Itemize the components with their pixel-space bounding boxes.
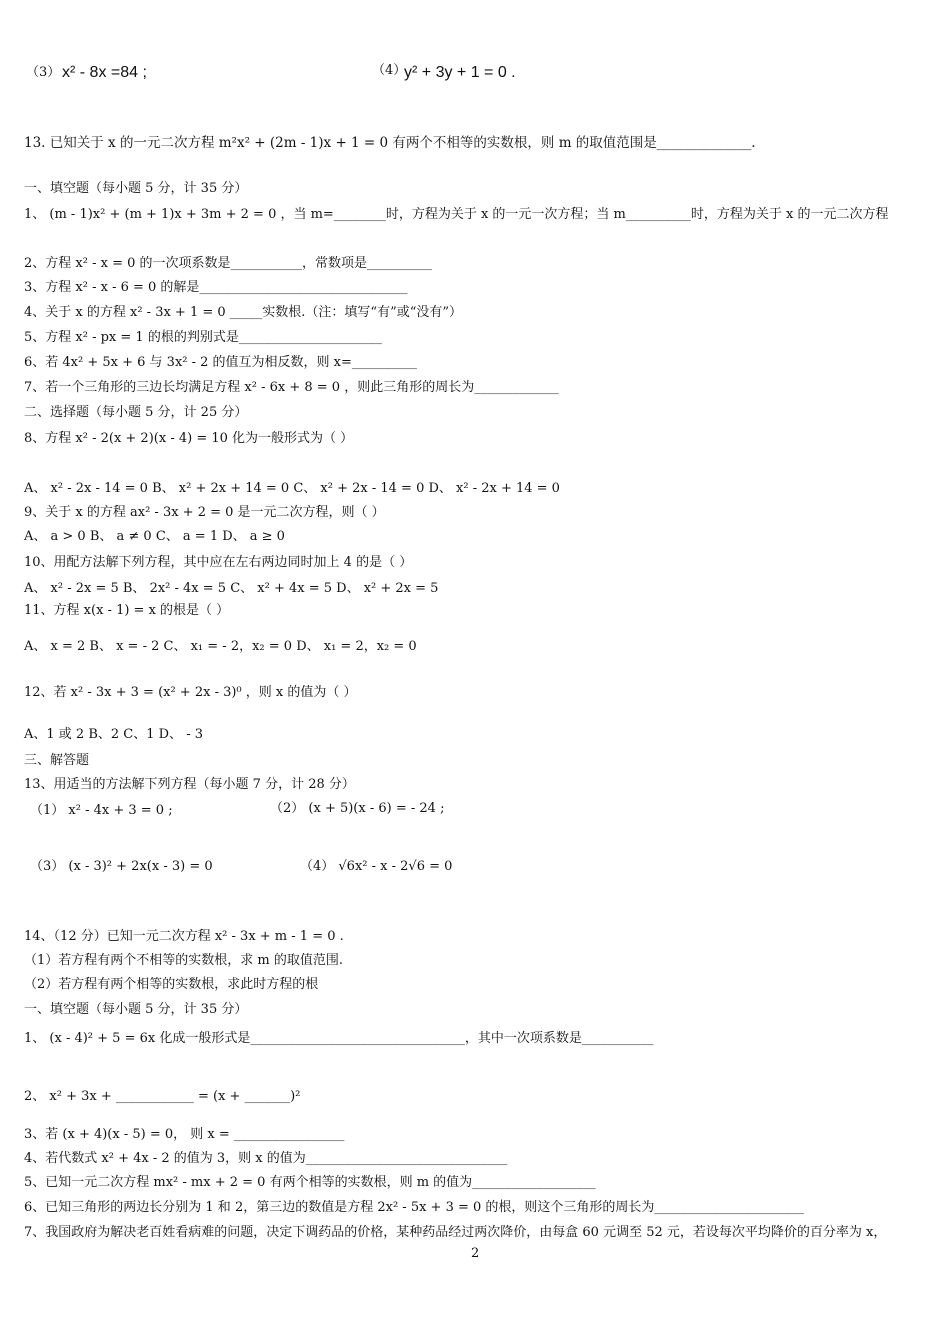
problem-3-equation: x² - 8x =84 ; [62, 64, 147, 81]
problem-4-label: （4） [372, 63, 407, 78]
fill-question-4: 4、关于 x 的方程 x² - 3x + 1 = 0 _____实数根.（注：填写“有”或“没有”） [24, 305, 463, 320]
page-number: 2 [471, 1246, 480, 1261]
fill-question-6: 6、若 4x² + 5x + 6 与 3x² - 2 的值互为相反数，则 x=__________ [24, 355, 417, 370]
question-14-part-1: （1）若方程有两个不相等的实数根，求 m 的取值范围. [24, 953, 343, 968]
choice-question-9: 9、关于 x 的方程 ax² - 3x + 2 = 0 是一元二次方程，则（ ） [24, 505, 385, 520]
solve-13-part-4: （4） √6x² - x - 2√6 = 0 [300, 859, 453, 874]
fill2-question-5: 5、已知一元二次方程 mx² - mx + 2 = 0 有两个相等的实数根，则 m 的值为___________________ [24, 1175, 596, 1190]
fill-question-5: 5、方程 x² - px = 1 的根的判别式是______________________ [24, 330, 382, 345]
fill-question-7: 7、若一个三角形的三边长均满足方程 x² - 6x + 8 = 0 ，则此三角形的周长为_____________ [24, 380, 559, 395]
choice-12-options: A、1 或 2 B、2 C、1 D、 - 3 [24, 727, 203, 742]
fill2-question-1: 1、 (x - 4)² + 5 = 6x 化成一般形式是_________________________________，其中一次项系数是___________ [24, 1031, 654, 1046]
fill2-question-7: 7、我国政府为解决老百姓看病难的问题，决定下调药品的价格，某种药品经过两次降价，由每盒 60 元调至 52 元，若设每次平均降价的百分率为 x， [24, 1225, 887, 1240]
fill2-question-4: 4、若代数式 x² + 4x - 2 的值为 3，则 x 的值为_______________________________ [24, 1151, 508, 1166]
fill2-question-2: 2、 x² + 3x + ____________ = (x + _______)² [24, 1089, 301, 1104]
question-13: 13. 已知关于 x 的一元二次方程 m²x² + (2m - 1)x + 1 = 0 有两个不相等的实数根，则 m 的取值范围是______________. [24, 135, 756, 151]
choice-8-options: A、 x² - 2x - 14 = 0 B、 x² + 2x + 14 = 0 C、 x² + 2x - 14 = 0 D、 x² - 2x + 14 = 0 [24, 481, 560, 496]
section-heading-solve: 三、解答题 [24, 753, 90, 768]
question-14: 14、（12 分）已知一元二次方程 x² - 3x + m - 1 = 0 . [24, 929, 344, 944]
fill-question-2: 2、方程 x² - x = 0 的一次项系数是___________，常数项是__________ [24, 256, 432, 271]
question-14-part-2: （2）若方程有两个相等的实数根，求此时方程的根 [24, 977, 319, 992]
choice-9-options: A、 a > 0 B、 a ≠ 0 C、 a = 1 D、 a ≥ 0 [24, 529, 285, 544]
choice-11-options: A、 x = 2 B、 x = - 2 C、 x₁ = - 2，x₂ = 0 D、 x₁ = 2，x₂ = 0 [24, 639, 417, 654]
problem-3-label: （3） [26, 65, 61, 80]
fill2-question-3: 3、若 (x + 4)(x - 5) = 0， 则 x = _________________ [24, 1127, 345, 1142]
choice-10-options: A、 x² - 2x = 5 B、 2x² - 4x = 5 C、 x² + 4x = 5 D、 x² + 2x = 5 [24, 581, 439, 596]
section-heading-choice: 二、选择题（每小题 5 分，计 25 分） [24, 405, 248, 420]
section-heading-fill-2: 一、填空题（每小题 5 分，计 35 分） [24, 1002, 248, 1017]
solve-13-part-2: （2） (x + 5)(x - 6) = - 24 ; [270, 801, 445, 816]
solve-question-13: 13、用适当的方法解下列方程（每小题 7 分，计 28 分） [24, 777, 355, 792]
fill-question-1: 1、 (m - 1)x² + (m + 1)x + 3m + 2 = 0 ，当 m=________时，方程为关于 x 的一元一次方程；当 m__________时，方程为关于 x 的一元二次方程 [24, 207, 889, 222]
solve-13-part-1: （1） x² - 4x + 3 = 0 ; [30, 803, 173, 818]
solve-13-part-3: （3） (x - 3)² + 2x(x - 3) = 0 [30, 859, 213, 874]
choice-question-10: 10、用配方法解下列方程，其中应在左右两边同时加上 4 的是（ ） [24, 555, 413, 570]
problem-4-equation: y² + 3y + 1 = 0 . [404, 64, 516, 81]
fill-question-3: 3、方程 x² - x - 6 = 0 的解是________________________________ [24, 280, 408, 295]
section-heading-fill: 一、填空题（每小题 5 分，计 35 分） [24, 181, 248, 196]
choice-question-12: 12、若 x² - 3x + 3 = (x² + 2x - 3)⁰ ，则 x 的值为（ ） [24, 685, 357, 700]
choice-question-8: 8、方程 x² - 2(x + 2)(x - 4) = 10 化为一般形式为（ ） [24, 431, 354, 446]
choice-question-11: 11、方程 x(x - 1) = x 的根是（ ） [24, 603, 230, 618]
fill2-question-6: 6、已知三角形的两边长分别为 1 和 2，第三边的数值是方程 2x² - 5x + 3 = 0 的根，则这个三角形的周长为_______________________ [24, 1200, 804, 1215]
